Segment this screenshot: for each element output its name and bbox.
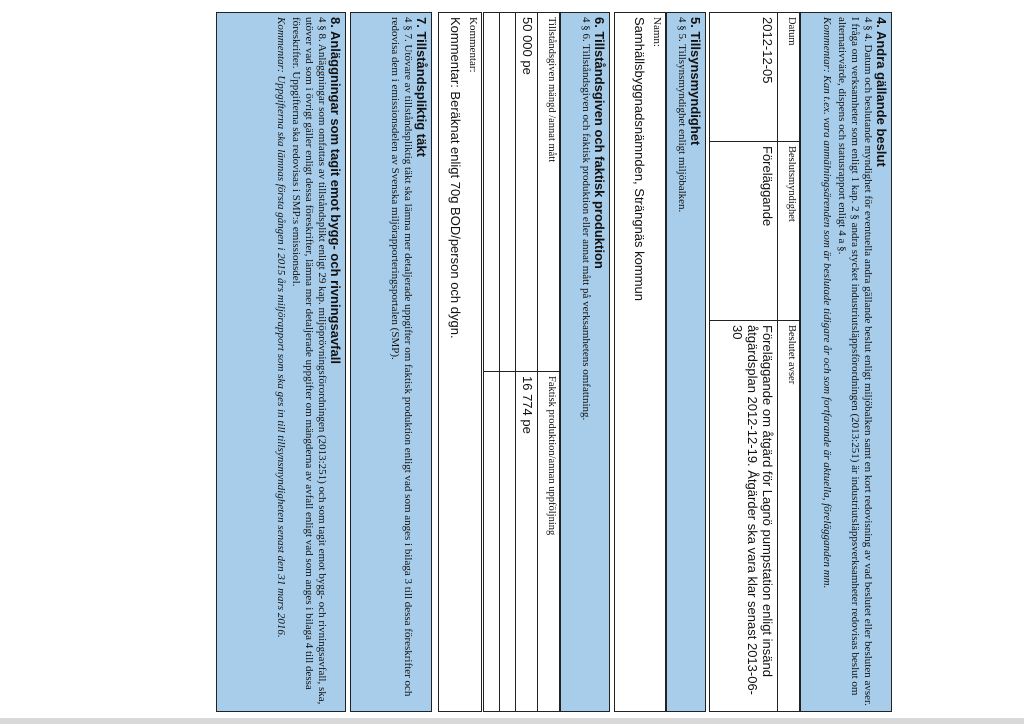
namn-value: Samhällsbyggnadsnämnden, Strängnäs kommun [632,17,647,302]
section-8-heading: 8. Anläggningar som tagit emot bygg- och rivningsavfall [328,17,343,364]
section-6-heading: 6. Tillståndsgiven och faktisk produktion [592,17,607,269]
table-row [710,13,778,712]
rotated-page [132,12,892,712]
section-7-text: 4 § 7. Utövare av tillståndspliktig täkt ska lämna mer detaljerade uppgifter om faktisk produktion enligt vad som anges i bilaga 3 till dessa föreskrifter och redovisa dem i emissionsdelen av Svenska miljörapporteringsportalen (SMP). [389,17,414,697]
kommentar-label: Kommentar: [467,17,479,73]
cell-myndighet: Föreläggande [710,142,778,321]
namn-label: Namn: [651,17,663,47]
section-7-heading: 7. Tillståndspliktig täkt [414,17,429,157]
section-8-comment: Kommentar: Uppgifterna ska lämnas första gången i 2015 års miljörapport som ska ges in till tillsynsmyndigheten senast den 31 mars 2016. [275,17,287,638]
section-6-text: 4 § 6. Tillståndsgiven och faktisk produktion eller annat mått på verksamhetens omfattning. [580,17,592,421]
section-8-text: 4 § 8. Anläggningar som omfattas av tillståndsplikt enligt 29 kap. miljöprövningsförordningen (2013:251) och som tagit emot bygg- och rivningsavfall, ska, utöver vad som i övrigt gäller enligt dessa föreskrifter, lämna mer detaljerade uppgifter om mängderna av avfall enligt vad som anges i bilaga 4 till dessa föreskrifter. Uppgifterna ska redovisas i SMP:s emissionsdel. [290,17,328,705]
cell-faktisk: 16 774 pe [516,372,538,712]
section-4 [800,12,892,712]
section-5-heading: 5. Tillsynsmyndighet [688,17,703,146]
kommentar-value: Kommentar: Beräknat enligt 70g BOD/person och dygn. [448,17,463,339]
comment-box [438,12,482,712]
section-4-text: 4 § 4. Datum och beslutande myndighet för eventuella andra gällande beslut enligt miljöbalken samt en kort redovisning av vad beslutet eller besluten avser. I fråga om verksamheter som enligt 1 kap. 2 § andra stycket industriutsläppsförordningen (2013:251) är industriutsläppsverksamheter redovisas beslut om alternativvärde, dispens och statusrapport enligt 4 a §. [836,17,874,706]
section-5-text: 4 § 5. Tillsynsmyndighet enligt miljöbalken. [676,17,688,213]
col-faktisk: Faktisk produktion/annan uppföljning [538,372,560,712]
cell-given: 50 000 pe [516,13,538,372]
col-datum: Datum [778,13,800,142]
section-4-comment: Kommentar: Kan t.ex. vara anmälningsärenden som är beslutade tidigare år och som fortfarande är aktuella, förelägganden mm. [821,17,833,589]
col-beslutsmyndighet: Beslutsmyndighet [778,142,800,321]
report-form [132,12,892,712]
section-4-heading: 4. Andra gällande beslut [874,17,889,167]
col-beslutet-avser: Beslutet avser [778,321,800,712]
section-5 [666,12,706,712]
authority-box [614,12,666,712]
cell-datum: 2012-12-05 [710,13,778,142]
section-8 [216,12,346,712]
scan-edge [0,718,1024,724]
table-row [516,13,538,712]
table-row [484,13,500,712]
cell-avser: Föreläggande om åtgärd för Lagnö pumpstation enligt insänd åtgärdsplan 2012-12-19. Åtgärder ska vara klar senast 2013-06-30 [710,321,778,712]
col-tillstandsgiven: Tillståndsgiven mängd /annat mått [538,13,560,372]
decisions-table [709,12,800,712]
production-table [483,12,560,712]
table-row [500,13,516,712]
section-6 [560,12,610,712]
section-7 [350,12,432,712]
